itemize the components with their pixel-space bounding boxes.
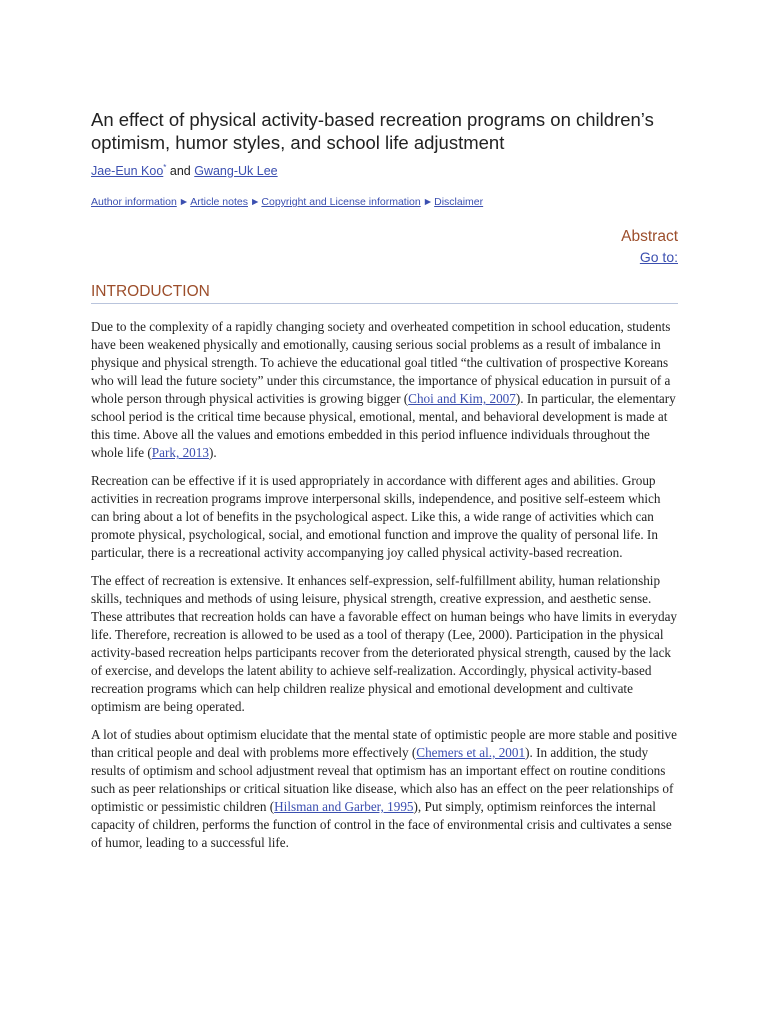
p1-text-1: Due to the complexity of a rapidly changing society and overheated competition in school education, students have been weakened physically and emotionally, causing serious social problems as a result of imbalance in physique and physical strength. To achieve the educational goal titled “the cultivation of prospective Koreans who will lead the future society” under this circumstance, the importance of physical education in pursuit of a whole person through physical activities is growing bigger ( <box>91 319 671 407</box>
abstract-nav <box>91 227 678 267</box>
article-title <box>91 108 678 154</box>
introduction-heading: INTRODUCTION <box>91 283 678 304</box>
p4-text-3: ), Put simply, optimism reinforces the internal capacity of children, performs the function of control in the face of environmental crisis and cultivates a sense of humor, leading to a successful life. <box>91 799 672 851</box>
abstract-heading: Abstract <box>621 228 678 246</box>
p1-text-2: ). In particular, the elementary school period is the critical time because physical, emotional, mental, and behavioral development is made at this time. Above all the values and emotions embedded in this period influence individuals throughout the whole life ( <box>91 391 676 461</box>
author-separator: and <box>169 164 191 179</box>
intro-paragraph-4 <box>91 726 678 852</box>
article-notes-link[interactable]: Article notes <box>190 196 248 209</box>
copyright-license-link[interactable]: Copyright and License information <box>261 196 421 209</box>
title-part-1: An effect of physical activity- <box>91 109 325 130</box>
intro-paragraph-1 <box>91 318 678 462</box>
ref-chemers-2001[interactable]: Chemers et al., 2001 <box>416 745 526 761</box>
p1-text-3: ). <box>208 445 217 461</box>
author-link-koo[interactable]: Jae-Eun Koo <box>91 164 164 179</box>
triangle-right-icon: ► <box>422 196 434 209</box>
p4-text-1: A lot of studies about optimism elucidate that the mental state of optimistic people are more stable and positive than critical people and deal with problems more effectively ( <box>91 727 677 761</box>
p4-text-2: ). In addition, the study results of optimism and school adjustment reveal that optimism has an important effect on routine conditions such as peer relationships or critical situation like disease, which also has an effect on the peer relationships of optimistic or pessimistic children ( <box>91 745 674 815</box>
title-line-2: optimism, humor styles, and school life adjustment <box>91 132 505 153</box>
author-information-link[interactable]: Author information <box>91 196 177 209</box>
triangle-right-icon: ► <box>249 196 261 209</box>
intro-paragraph-3: The effect of recreation is extensive. It enhances self-expression, self-fulfillment ability, human relationship skills, techniques and methods of using leisure, physical strength, creative expression, and aesthetic sense. These attributes that recreation holds can have a favorable effect on human beings who have limits in everyday life. Therefore, recreation is allowed to be used as a tool of therapy (Lee, 2000). Participation in the physical activity-based recreation helps participants recover from the deteriorated physical strength, caused by the lack of exercise, and develops the latent ability to achieve self-realization. Accordingly, physical activity-based recreation programs which can help children realize physical and emotional development and cultivate optimism are being operated. <box>91 573 678 715</box>
title-part-2: based recreation programs on children’s <box>324 109 654 130</box>
intro-paragraph-2: Recreation can be effective if it is used appropriately in accordance with different ages and abilities. Group activities in recreation programs improve interpersonal skills, independence, and positive self-esteem which can bring about a lot of benefits in the psychological aspect. Like this, a wide range of activities which can promote physical, psychological, social, and emotional function and improve the quality of personal life. In particular, there is a recreational activity accompanying joy called physical activity-based recreation. <box>91 473 661 561</box>
goto-link[interactable]: Go to: <box>639 249 678 266</box>
ref-hilsman-garber-1995[interactable]: Hilsman and Garber, 1995 <box>274 799 414 815</box>
article-info-bar <box>91 196 678 208</box>
corresponding-author-mark: * <box>163 163 167 172</box>
disclaimer-link[interactable]: Disclaimer <box>434 196 484 209</box>
author-link-lee[interactable]: Gwang-Uk Lee <box>194 164 278 179</box>
author-list <box>91 163 678 178</box>
ref-park-2013[interactable]: Park, 2013 <box>151 445 209 461</box>
triangle-right-icon: ► <box>178 196 190 209</box>
ref-choi-kim-2007[interactable]: Choi and Kim, 2007 <box>408 391 516 407</box>
